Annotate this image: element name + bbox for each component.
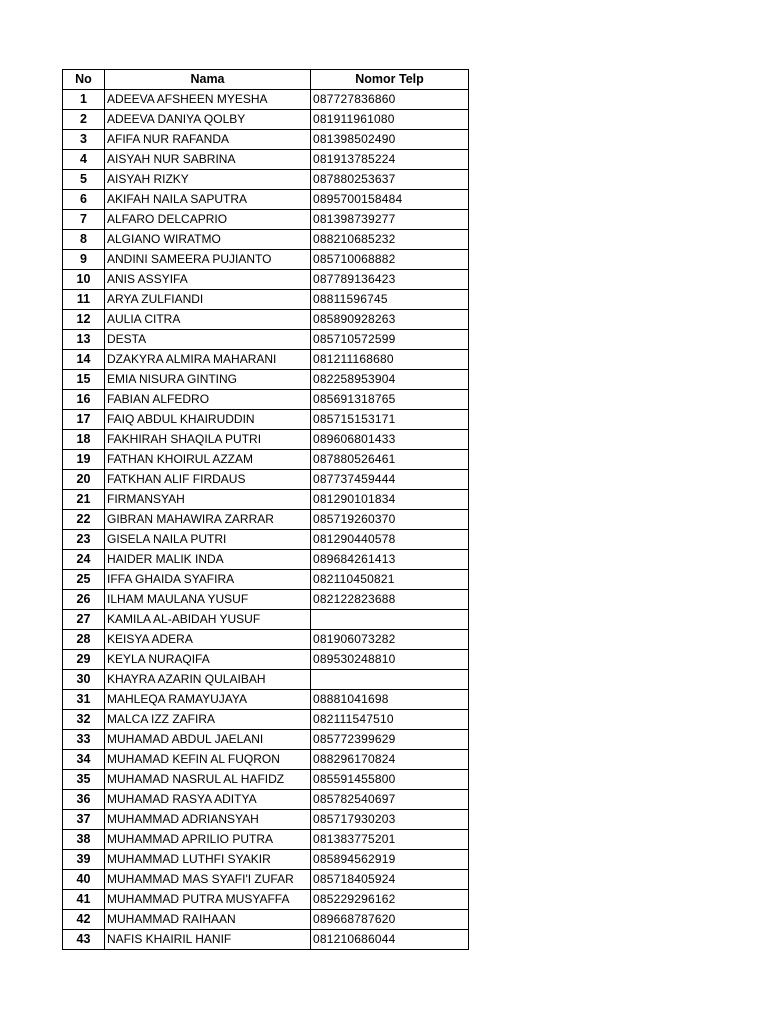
row-name: DZAKYRA ALMIRA MAHARANI <box>105 350 311 370</box>
table-row <box>63 730 469 750</box>
row-number: 13 <box>63 330 105 350</box>
row-number: 27 <box>63 610 105 630</box>
row-phone: 085591455800 <box>311 770 469 790</box>
row-number: 6 <box>63 190 105 210</box>
table-body <box>63 90 469 950</box>
row-name: MUHAMMAD PUTRA MUSYAFFA <box>105 890 311 910</box>
row-number: 1 <box>63 90 105 110</box>
row-phone: 085782540697 <box>311 790 469 810</box>
table-row <box>63 750 469 770</box>
row-number: 29 <box>63 650 105 670</box>
row-number: 30 <box>63 670 105 690</box>
row-name: ILHAM MAULANA YUSUF <box>105 590 311 610</box>
row-number: 17 <box>63 410 105 430</box>
table-row <box>63 690 469 710</box>
table-row <box>63 650 469 670</box>
table-row <box>63 410 469 430</box>
row-number: 15 <box>63 370 105 390</box>
row-name: GIBRAN MAHAWIRA ZARRAR <box>105 510 311 530</box>
row-phone: 087880253637 <box>311 170 469 190</box>
row-name: DESTA <box>105 330 311 350</box>
row-phone: 085894562919 <box>311 850 469 870</box>
row-phone: 088296170824 <box>311 750 469 770</box>
row-name: FAKHIRAH SHAQILA PUTRI <box>105 430 311 450</box>
row-name: KHAYRA AZARIN QULAIBAH <box>105 670 311 690</box>
row-phone: 081913785224 <box>311 150 469 170</box>
row-number: 11 <box>63 290 105 310</box>
table-row <box>63 770 469 790</box>
row-number: 16 <box>63 390 105 410</box>
row-phone: 082122823688 <box>311 590 469 610</box>
row-name: KEISYA ADERA <box>105 630 311 650</box>
table-row <box>63 270 469 290</box>
row-phone: 085772399629 <box>311 730 469 750</box>
table-row <box>63 90 469 110</box>
row-phone: 089684261413 <box>311 550 469 570</box>
row-number: 36 <box>63 790 105 810</box>
table-row <box>63 810 469 830</box>
table-row <box>63 670 469 690</box>
table-row <box>63 850 469 870</box>
row-number: 14 <box>63 350 105 370</box>
table-row <box>63 190 469 210</box>
row-number: 40 <box>63 870 105 890</box>
row-number: 22 <box>63 510 105 530</box>
row-number: 33 <box>63 730 105 750</box>
row-number: 18 <box>63 430 105 450</box>
row-number: 12 <box>63 310 105 330</box>
table-row <box>63 210 469 230</box>
contact-sheet <box>62 69 469 950</box>
table-row <box>63 890 469 910</box>
row-phone: 085715153171 <box>311 410 469 430</box>
row-number: 23 <box>63 530 105 550</box>
row-number: 38 <box>63 830 105 850</box>
table-row <box>63 630 469 650</box>
contact-table <box>62 69 469 950</box>
row-name: KEYLA NURAQIFA <box>105 650 311 670</box>
row-name: GISELA NAILA PUTRI <box>105 530 311 550</box>
table-row <box>63 710 469 730</box>
header-phone: Nomor Telp <box>311 70 469 90</box>
row-number: 8 <box>63 230 105 250</box>
row-name: AFIFA NUR RAFANDA <box>105 130 311 150</box>
row-number: 20 <box>63 470 105 490</box>
table-row <box>63 150 469 170</box>
header-no: No <box>63 70 105 90</box>
row-name: MAHLEQA RAMAYUJAYA <box>105 690 311 710</box>
row-phone: 081211168680 <box>311 350 469 370</box>
table-row <box>63 910 469 930</box>
table-row <box>63 390 469 410</box>
row-phone: 087727836860 <box>311 90 469 110</box>
table-row <box>63 490 469 510</box>
row-phone: 085718405924 <box>311 870 469 890</box>
row-phone: 082111547510 <box>311 710 469 730</box>
table-row <box>63 450 469 470</box>
table-row <box>63 170 469 190</box>
row-name: ALGIANO WIRATMO <box>105 230 311 250</box>
table-row <box>63 230 469 250</box>
row-phone: 082258953904 <box>311 370 469 390</box>
row-number: 2 <box>63 110 105 130</box>
row-phone: 089530248810 <box>311 650 469 670</box>
row-phone: 081906073282 <box>311 630 469 650</box>
row-phone: 081398502490 <box>311 130 469 150</box>
table-row <box>63 510 469 530</box>
row-phone: 08881041698 <box>311 690 469 710</box>
table-header <box>63 70 469 90</box>
row-phone: 089668787620 <box>311 910 469 930</box>
row-number: 31 <box>63 690 105 710</box>
row-phone: 089606801433 <box>311 430 469 450</box>
row-number: 28 <box>63 630 105 650</box>
table-row <box>63 350 469 370</box>
table-row <box>63 250 469 270</box>
row-number: 10 <box>63 270 105 290</box>
row-phone: 085691318765 <box>311 390 469 410</box>
table-row <box>63 830 469 850</box>
table-row <box>63 610 469 630</box>
row-name: MUHAMMAD RAIHAAN <box>105 910 311 930</box>
row-phone: 081290440578 <box>311 530 469 550</box>
row-phone: 087880526461 <box>311 450 469 470</box>
row-name: NAFIS KHAIRIL HANIF <box>105 930 311 950</box>
table-row <box>63 110 469 130</box>
row-name: ANDINI SAMEERA PUJIANTO <box>105 250 311 270</box>
row-name: MUHAMAD ABDUL JAELANI <box>105 730 311 750</box>
row-number: 4 <box>63 150 105 170</box>
row-name: FATHAN KHOIRUL AZZAM <box>105 450 311 470</box>
row-name: ALFARO DELCAPRIO <box>105 210 311 230</box>
table-row <box>63 290 469 310</box>
row-phone: 081290101834 <box>311 490 469 510</box>
header-row <box>63 70 469 90</box>
row-number: 25 <box>63 570 105 590</box>
table-row <box>63 310 469 330</box>
row-number: 35 <box>63 770 105 790</box>
row-name: FATKHAN ALIF FIRDAUS <box>105 470 311 490</box>
row-name: EMIA NISURA GINTING <box>105 370 311 390</box>
table-row <box>63 870 469 890</box>
row-name: MUHAMAD NASRUL AL HAFIDZ <box>105 770 311 790</box>
row-name: MUHAMMAD LUTHFI SYAKIR <box>105 850 311 870</box>
table-row <box>63 430 469 450</box>
row-name: ARYA ZULFIANDI <box>105 290 311 310</box>
row-name: AKIFAH NAILA SAPUTRA <box>105 190 311 210</box>
row-number: 5 <box>63 170 105 190</box>
row-phone: 085717930203 <box>311 810 469 830</box>
table-row <box>63 550 469 570</box>
row-phone: 087737459444 <box>311 470 469 490</box>
table-row <box>63 790 469 810</box>
row-phone: 081383775201 <box>311 830 469 850</box>
row-number: 41 <box>63 890 105 910</box>
table-row <box>63 530 469 550</box>
row-number: 19 <box>63 450 105 470</box>
row-phone: 082110450821 <box>311 570 469 590</box>
table-row <box>63 590 469 610</box>
row-name: MUHAMAD RASYA ADITYA <box>105 790 311 810</box>
table-row <box>63 930 469 950</box>
row-phone: 08811596745 <box>311 290 469 310</box>
row-name: AULIA CITRA <box>105 310 311 330</box>
row-name: KAMILA AL-ABIDAH YUSUF <box>105 610 311 630</box>
row-number: 32 <box>63 710 105 730</box>
row-name: AISYAH RIZKY <box>105 170 311 190</box>
row-number: 21 <box>63 490 105 510</box>
row-phone: 085229296162 <box>311 890 469 910</box>
row-number: 3 <box>63 130 105 150</box>
row-name: MUHAMMAD ADRIANSYAH <box>105 810 311 830</box>
row-name: MUHAMMAD MAS SYAFI'I ZUFAR <box>105 870 311 890</box>
row-phone: 081398739277 <box>311 210 469 230</box>
table-row <box>63 570 469 590</box>
row-number: 39 <box>63 850 105 870</box>
row-phone: 088210685232 <box>311 230 469 250</box>
table-row <box>63 330 469 350</box>
row-number: 37 <box>63 810 105 830</box>
row-phone: 081210686044 <box>311 930 469 950</box>
row-phone: 087789136423 <box>311 270 469 290</box>
row-number: 43 <box>63 930 105 950</box>
row-name: FAIQ ABDUL KHAIRUDDIN <box>105 410 311 430</box>
table-row <box>63 130 469 150</box>
table-row <box>63 470 469 490</box>
row-name: FABIAN ALFEDRO <box>105 390 311 410</box>
row-phone: 081911961080 <box>311 110 469 130</box>
row-number: 34 <box>63 750 105 770</box>
row-phone: 0895700158484 <box>311 190 469 210</box>
row-number: 24 <box>63 550 105 570</box>
header-name: Nama <box>105 70 311 90</box>
table-row <box>63 370 469 390</box>
row-name: HAIDER MALIK INDA <box>105 550 311 570</box>
row-phone: 085890928263 <box>311 310 469 330</box>
row-phone <box>311 670 469 690</box>
row-phone: 085710572599 <box>311 330 469 350</box>
row-number: 9 <box>63 250 105 270</box>
row-number: 26 <box>63 590 105 610</box>
row-number: 42 <box>63 910 105 930</box>
row-phone <box>311 610 469 630</box>
row-name: MALCA IZZ ZAFIRA <box>105 710 311 730</box>
row-name: FIRMANSYAH <box>105 490 311 510</box>
row-phone: 085719260370 <box>311 510 469 530</box>
row-name: ADEEVA AFSHEEN MYESHA <box>105 90 311 110</box>
row-phone: 085710068882 <box>311 250 469 270</box>
row-name: ADEEVA DANIYA QOLBY <box>105 110 311 130</box>
row-name: IFFA GHAIDA SYAFIRA <box>105 570 311 590</box>
row-name: MUHAMAD KEFIN AL FUQRON <box>105 750 311 770</box>
row-name: ANIS ASSYIFA <box>105 270 311 290</box>
row-name: AISYAH NUR SABRINA <box>105 150 311 170</box>
row-name: MUHAMMAD APRILIO PUTRA <box>105 830 311 850</box>
row-number: 7 <box>63 210 105 230</box>
